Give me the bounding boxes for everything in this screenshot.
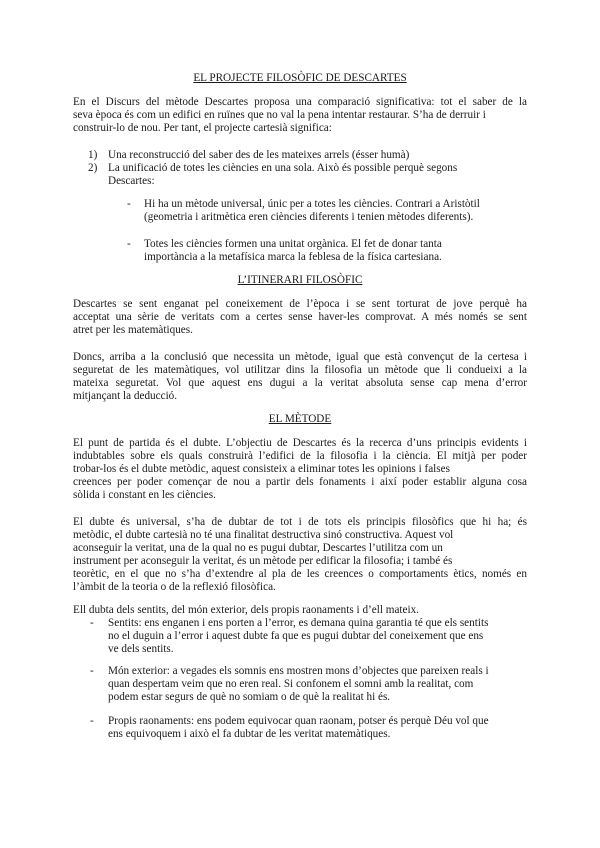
intro-line-2: seva època és com un edifici en ruïnes que no val la pena intentar restaurar. S’ha de derruir i <box>73 109 486 121</box>
dubte-item-2-line-3: podem estar segurs de què no somiam o de què la realitat hi és. <box>108 691 391 703</box>
dash-bullet: - <box>127 238 131 250</box>
dash-bullet: - <box>90 665 94 677</box>
list-number-2: 2) <box>88 162 98 174</box>
dubte-item-3-line-2: ens equivoquem i això el fa dubtar de les veritat matemàtiques. <box>108 728 391 740</box>
itinerari-p2-line-4: mitjançant la deducció. <box>73 390 178 402</box>
metode-p1-line-3: trobar-los és el dubte metòdic, aquest consisteix a eliminar totes les opinions i falses <box>73 463 450 475</box>
list-number-1: 1) <box>88 149 98 161</box>
metode-p2-line-1: El dubte és universal, s’ha de dubtar de tot i de tots els principis filosòfics que hi ha; és <box>73 516 527 528</box>
metode-p1-line-2: indubtables sobre els quals construirà l’edifici de la filosofia i la ciència. El mitjà per poder <box>73 450 527 462</box>
dubte-item-1-line-2: no el duguin a l’error i aquest dubte fa que es pugui dubtar del coneixement que ens <box>108 630 484 642</box>
metode-p1-line-1: El punt de partida és el dubte. L’objectiu de Descartes és la recerca d’uns principis evidents i <box>73 437 527 449</box>
dash-bullet: - <box>90 715 94 727</box>
list-item-1: Una reconstrucció del saber des de les mateixes arrels (ésser humà) <box>108 149 410 161</box>
dubte-item-1-line-3: ve dels sentits. <box>108 643 174 655</box>
itinerari-p2-line-3: mateixa seguretat. Vol que aquest ens dugui a la veritat absoluta sense cap mena d’error <box>73 377 527 389</box>
itinerari-p1-line-3: atret per les matemàtiques. <box>73 324 193 336</box>
intro-line-3: construir-lo de nou. Per tant, el projecte cartesià significa: <box>73 122 332 134</box>
itinerari-p2-line-2: seguretat de les matemàtiques, vol utilitzar dins la filosofia un mètode que li condueixi a la <box>73 364 527 376</box>
intro-line-1: En el Discurs del mètode Descartes proposa una comparació significativa: tot el saber de la <box>73 96 527 108</box>
list-item-2-line-2: Descartes: <box>108 175 155 187</box>
section-heading-itinerari: L’ITINERARI FILOSÒFIC <box>237 274 363 286</box>
metode-p2-line-4: instrument per aconseguir la veritat, és un mètode per edificar la filosofia; i també és <box>73 555 453 567</box>
dubte-intro: Ell dubta dels sentits, del món exterior, dels propis raonaments i d’ell mateix. <box>73 604 419 616</box>
itinerari-p1-line-1: Descartes se sent enganat pel coneixement de l’època i se sent torturat de jove perquè ha <box>73 298 527 310</box>
dash-bullet: - <box>90 617 94 629</box>
dubte-item-2-line-1: Món exterior: a vegades els somnis ens mostren mons d’objectes que pareixen reals i <box>108 665 489 677</box>
metode-p2-line-6: l’àmbit de la teoria o de la reflexió filosòfica. <box>73 581 276 593</box>
sub-bullet-2-line-2: importància a la metafísica marca la feblesa de la física cartesiana. <box>144 251 442 263</box>
metode-p1-line-5: sòlida i constant en les ciències. <box>73 489 216 501</box>
metode-p2-line-2: metòdic, el dubte cartesià no té una finalitat destructiva sinó constructiva. Aquest vol <box>73 529 454 541</box>
dubte-item-3-line-1: Propis raonaments: ens podem equivocar quan raonam, potser és perquè Déu vol que <box>108 715 489 727</box>
sub-bullet-1-line-1: Hi ha un mètode universal, únic per a totes les ciències. Contrari a Aristòtil <box>144 198 480 210</box>
metode-p2-line-5: teorètic, en el que no s’ha d’extendre al pla de les creences o comportaments ètics, només en <box>73 568 527 580</box>
list-item-2-line-1: La unificació de totes les ciències en una sola. Això és possible perquè segons <box>108 162 458 174</box>
itinerari-p2-line-1: Doncs, arriba a la conclusió que necessita un mètode, igual que està convençut de la certesa i <box>73 351 527 363</box>
itinerari-p1-line-2: acceptat una sèrie de veritats com a certes sense haver-les comprovat. A més només se sent <box>73 311 527 323</box>
section-heading-metode: EL MÈTODE <box>268 413 332 425</box>
document-title: EL PROJECTE FILOSÒFIC DE DESCARTES <box>193 72 407 84</box>
metode-p1-line-4: creences per poder començar de nou a partir dels fonaments i així poder establir alguna cosa <box>73 476 527 488</box>
dash-bullet: - <box>127 198 131 210</box>
metode-p2-line-3: aconseguir la veritat, una de la qual no es pugui dubtar, Descartes l’utilitza com un <box>73 542 443 554</box>
sub-bullet-2-line-1: Totes les ciències formen una unitat orgànica. El fet de donar tanta <box>144 238 442 250</box>
dubte-item-2-line-2: quan despertam veim que no eren real. Si confonem el somni amb la realitat, com <box>108 678 474 690</box>
sub-bullet-1-line-2: (geometria i aritmètica eren ciències diferents i tenien mètodes diferents). <box>144 211 474 223</box>
dubte-item-1-line-1: Sentits: ens enganen i ens porten a l’error, es demana quina garantia té que els sentits <box>108 617 489 629</box>
